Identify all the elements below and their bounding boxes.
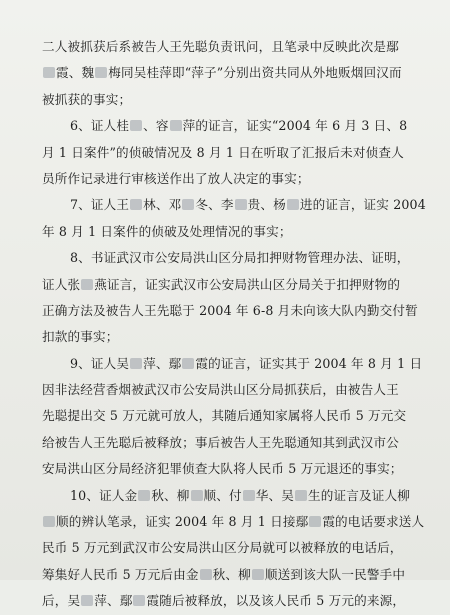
redaction-mark	[295, 490, 307, 501]
redaction-mark	[182, 358, 194, 369]
text-line: 霞、魏 梅同吴桂萍即“萍子”分别出资共同从外地贩烟回汉而	[42, 60, 420, 86]
redaction-mark	[130, 120, 142, 131]
text-line: 年 8 月 1 日案件的侦破及处理情况的事实；	[42, 223, 292, 239]
redaction-mark	[287, 199, 299, 210]
text-line: 二人被抓获后系被告人王先聪负责讯问，且笔录中反映此次是鄢	[42, 39, 399, 54]
text-line: 10、证人金 秋、柳 顺、付 华、吴 生的证言及证人柳	[70, 487, 410, 503]
redaction-mark	[95, 67, 107, 78]
text-line: 顺的辨认笔录，证实 2004 年 8 月 1 日接鄢 霞的电话要求送人	[42, 509, 420, 535]
text-line: 6、证人桂 、容 萍的证言，证实“2004 年 6 月 3 日、8	[70, 118, 408, 134]
redaction-mark	[235, 199, 247, 210]
text-line: 证人张 燕证言，证实武汉市公安局洪山区分局关于扣押财物的	[42, 276, 401, 292]
redaction-mark	[252, 569, 264, 580]
redaction-mark	[133, 595, 145, 606]
redaction-mark	[191, 490, 203, 501]
text-line: 给被告人王先聪后被释放；事后被告人王先聪通知其到武汉市公	[42, 434, 399, 450]
text-line: 扣款的事实；	[42, 329, 119, 345]
text-line: 先聪提出交 5 万元就可放人，其随后通知家属将人民币 5 万元交	[42, 408, 407, 424]
text-line: 员所作记录进行审核送作出了放人决定的事实；	[42, 170, 310, 186]
text-line: 民币 5 万元到武汉市公安局洪山区分局就可以被释放的电话后，	[42, 540, 403, 556]
text-line: 7、证人王 林、邓 冬、李 贵、杨 进的证言，证实 2004	[70, 197, 426, 213]
redaction-mark	[138, 490, 150, 501]
text-line: 正确方法及被告人王先聪于 2004 年 6-8 月未向该大队内勤交付暂	[42, 302, 418, 318]
text-line: 筹集好人民币 5 万元后由金 秋、柳 顺送到该大队一民警手中	[42, 566, 406, 582]
redaction-mark	[200, 569, 212, 580]
redaction-mark	[130, 358, 142, 369]
text-line: 后，吴 萍、鄢 霞随后被释放，以及该人民币 5 万元的来源，	[42, 593, 406, 609]
text-line: 安局洪山区分局经济犯罪侦查大队将人民币 5 万元退还的事实；	[42, 461, 403, 477]
document-body	[42, 34, 426, 615]
redaction-mark	[43, 67, 55, 78]
text-line: 因非法经营香烟被武汉市公安局洪山区分局抓获后，由被告人王	[42, 382, 399, 398]
redaction-mark	[81, 595, 93, 606]
redaction-mark	[130, 199, 142, 210]
redaction-mark	[243, 490, 255, 501]
redaction-mark	[43, 516, 55, 527]
text-line: 9、证人吴 萍、鄢 霞的证言，证实其于 2004 年 8 月 1 日	[70, 355, 423, 371]
redaction-mark	[81, 279, 93, 290]
text-line: 被抓获的事实；	[42, 91, 132, 107]
redaction-mark	[309, 516, 321, 527]
redaction-mark	[170, 120, 182, 131]
redaction-mark	[182, 199, 194, 210]
text-line: 月 1 日案件”的侦破情况及 8 月 1 日在听取了汇报后未对侦查人	[42, 144, 404, 160]
text-line: 8、书证武汉市公安局洪山区分局扣押财物管理办法、证明，	[70, 250, 410, 266]
